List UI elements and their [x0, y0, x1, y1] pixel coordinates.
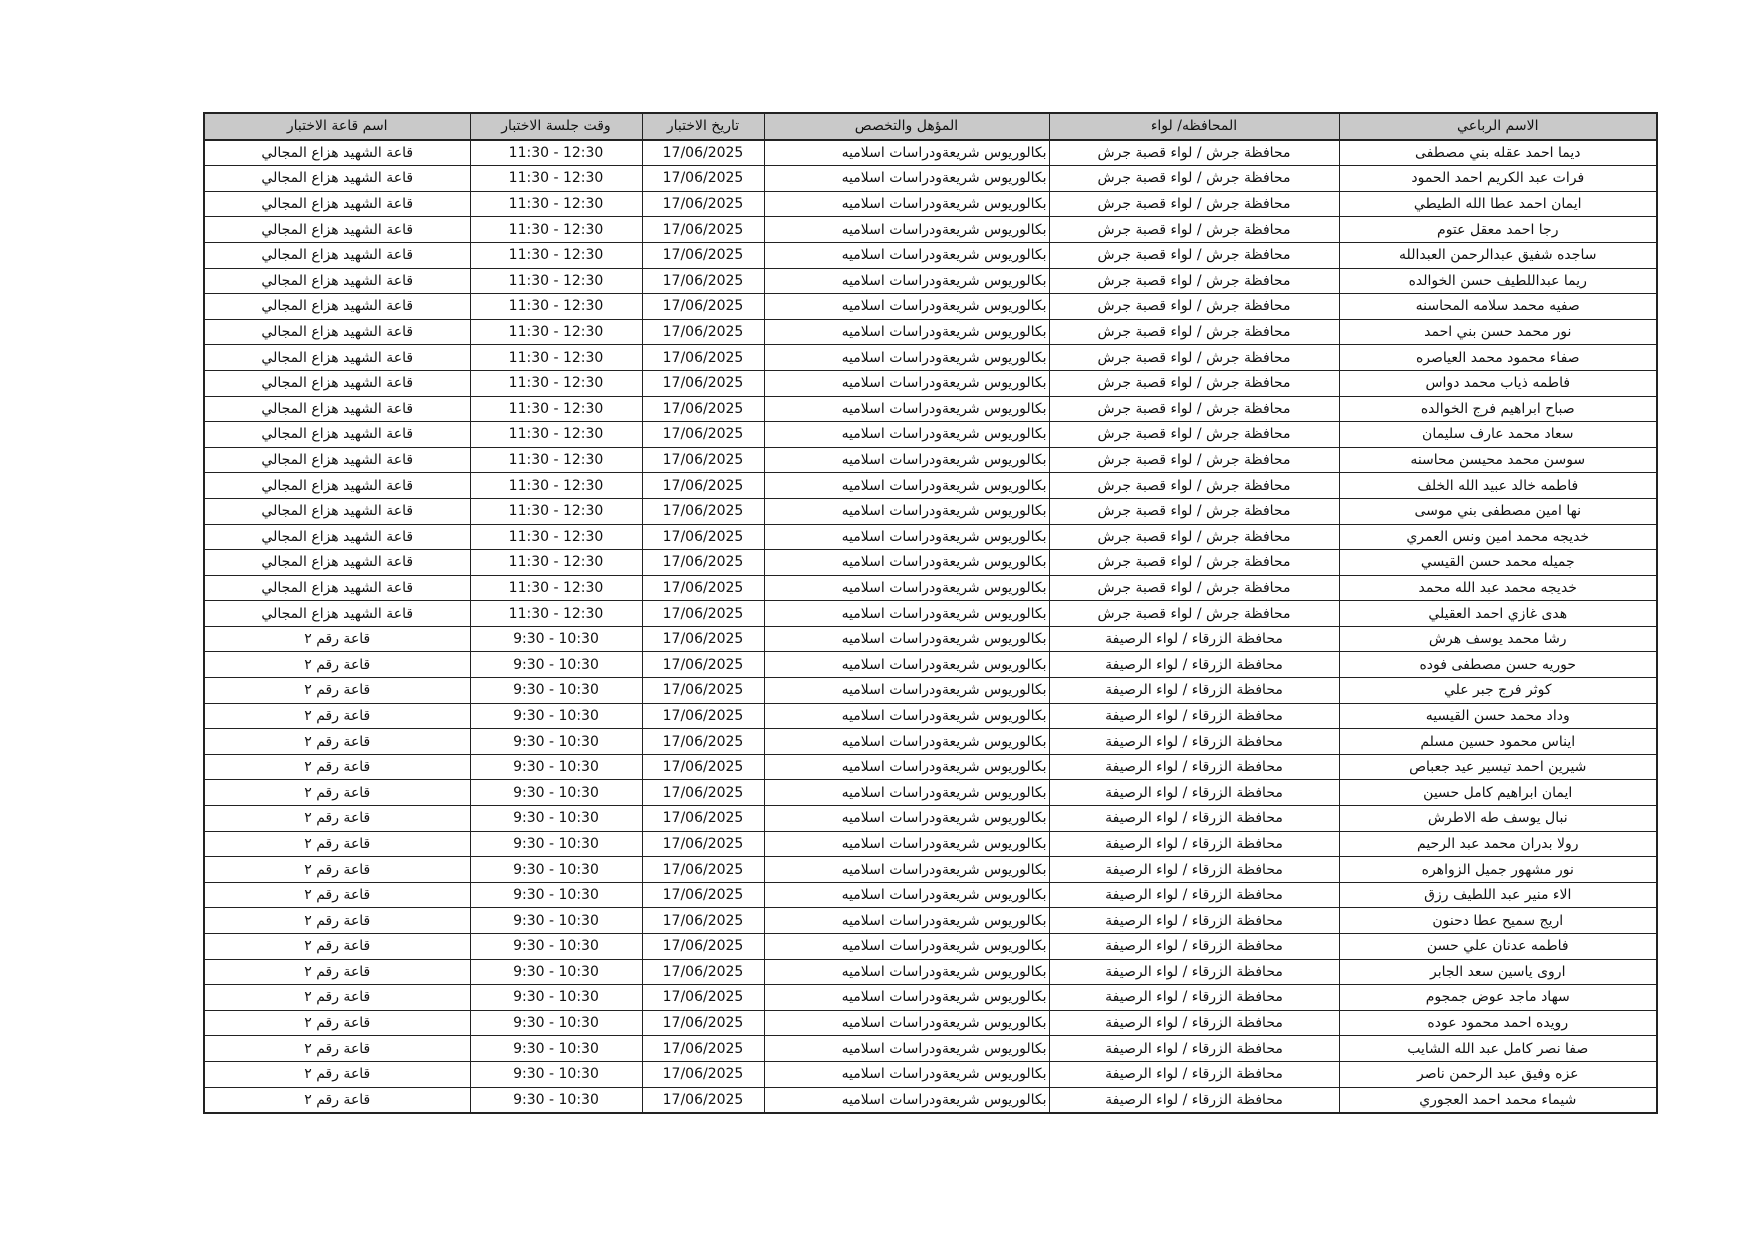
cell-governorate: محافظة جرش / لواء قصبة جرش [1049, 396, 1339, 422]
cell-qualification: بكالوريوس شريعةودراسات اسلاميه [764, 575, 1049, 601]
cell-date: 17/06/2025 [642, 191, 764, 217]
cell-qualification: بكالوريوس شريعةودراسات اسلاميه [764, 882, 1049, 908]
cell-hall: قاعة رقم ٢ [204, 908, 470, 934]
table-row [204, 882, 1657, 908]
cell-hall: قاعة الشهيد هزاع المجالي [204, 319, 470, 345]
cell-name: فرات عبد الكريم احمد الحمود [1339, 166, 1657, 192]
cell-name: رجا احمد معقل عتوم [1339, 217, 1657, 243]
cell-qualification: بكالوريوس شريعةودراسات اسلاميه [764, 985, 1049, 1011]
cell-date: 17/06/2025 [642, 217, 764, 243]
table-row [204, 422, 1657, 448]
cell-date: 17/06/2025 [642, 473, 764, 499]
cell-qualification: بكالوريوس شريعةودراسات اسلاميه [764, 806, 1049, 832]
table-row [204, 1087, 1657, 1113]
cell-name: ديما احمد عقله بني مصطفى [1339, 140, 1657, 166]
cell-date: 17/06/2025 [642, 959, 764, 985]
cell-hall: قاعة رقم ٢ [204, 1061, 470, 1087]
cell-name: فاطمه ذياب محمد دواس [1339, 370, 1657, 396]
table-row [204, 268, 1657, 294]
cell-governorate: محافظة الزرقاء / لواء الرصيفة [1049, 959, 1339, 985]
cell-governorate: محافظة جرش / لواء قصبة جرش [1049, 447, 1339, 473]
cell-qualification: بكالوريوس شريعةودراسات اسلاميه [764, 831, 1049, 857]
cell-time: 11:30 - 12:30 [470, 217, 642, 243]
cell-name: شيماء محمد احمد العجوري [1339, 1087, 1657, 1113]
cell-governorate: محافظة الزرقاء / لواء الرصيفة [1049, 857, 1339, 883]
cell-name: نها امين مصطفى بني موسى [1339, 498, 1657, 524]
cell-date: 17/06/2025 [642, 601, 764, 627]
cell-name: اروى ياسين سعد الجابر [1339, 959, 1657, 985]
cell-name: ايمان احمد عطا الله الطيطي [1339, 191, 1657, 217]
cell-name: كوثر فرج جبر علي [1339, 678, 1657, 704]
cell-governorate: محافظة جرش / لواء قصبة جرش [1049, 575, 1339, 601]
cell-qualification: بكالوريوس شريعةودراسات اسلاميه [764, 908, 1049, 934]
cell-date: 17/06/2025 [642, 1087, 764, 1113]
header-time: وقت جلسة الاختبار [470, 113, 642, 140]
cell-hall: قاعة الشهيد هزاع المجالي [204, 601, 470, 627]
table-row [204, 985, 1657, 1011]
cell-hall: قاعة رقم ٢ [204, 754, 470, 780]
cell-qualification: بكالوريوس شريعةودراسات اسلاميه [764, 140, 1049, 166]
cell-name: خديجه محمد امين ونس العمري [1339, 524, 1657, 550]
cell-time: 9:30 - 10:30 [470, 985, 642, 1011]
cell-governorate: محافظة جرش / لواء قصبة جرش [1049, 473, 1339, 499]
cell-name: وداد محمد حسن القيسيه [1339, 703, 1657, 729]
cell-governorate: محافظة الزرقاء / لواء الرصيفة [1049, 1087, 1339, 1113]
cell-hall: قاعة الشهيد هزاع المجالي [204, 575, 470, 601]
cell-hall: قاعة رقم ٢ [204, 831, 470, 857]
cell-date: 17/06/2025 [642, 831, 764, 857]
cell-governorate: محافظة الزرقاء / لواء الرصيفة [1049, 729, 1339, 755]
header-name: الاسم الرباعي [1339, 113, 1657, 140]
cell-governorate: محافظة الزرقاء / لواء الرصيفة [1049, 1010, 1339, 1036]
cell-qualification: بكالوريوس شريعةودراسات اسلاميه [764, 1036, 1049, 1062]
cell-date: 17/06/2025 [642, 575, 764, 601]
table-row [204, 1010, 1657, 1036]
cell-date: 17/06/2025 [642, 1061, 764, 1087]
cell-name: خديجه محمد عبد الله محمد [1339, 575, 1657, 601]
cell-qualification: بكالوريوس شريعةودراسات اسلاميه [764, 601, 1049, 627]
cell-date: 17/06/2025 [642, 319, 764, 345]
cell-date: 17/06/2025 [642, 652, 764, 678]
cell-name: نبال يوسف طه الاطرش [1339, 806, 1657, 832]
table-row [204, 959, 1657, 985]
cell-name: الاء منير عبد اللطيف رزق [1339, 882, 1657, 908]
cell-time: 11:30 - 12:30 [470, 396, 642, 422]
cell-qualification: بكالوريوس شريعةودراسات اسلاميه [764, 447, 1049, 473]
table-row [204, 857, 1657, 883]
cell-governorate: محافظة جرش / لواء قصبة جرش [1049, 422, 1339, 448]
cell-time: 9:30 - 10:30 [470, 754, 642, 780]
cell-qualification: بكالوريوس شريعةودراسات اسلاميه [764, 1061, 1049, 1087]
cell-name: رولا بدران محمد عبد الرحيم [1339, 831, 1657, 857]
cell-hall: قاعة الشهيد هزاع المجالي [204, 294, 470, 320]
cell-governorate: محافظة الزرقاء / لواء الرصيفة [1049, 1061, 1339, 1087]
cell-hall: قاعة رقم ٢ [204, 1087, 470, 1113]
cell-qualification: بكالوريوس شريعةودراسات اسلاميه [764, 345, 1049, 371]
cell-time: 11:30 - 12:30 [470, 370, 642, 396]
cell-qualification: بكالوريوس شريعةودراسات اسلاميه [764, 857, 1049, 883]
cell-name: نور محمد حسن بني احمد [1339, 319, 1657, 345]
table-row [204, 831, 1657, 857]
cell-date: 17/06/2025 [642, 550, 764, 576]
cell-time: 11:30 - 12:30 [470, 268, 642, 294]
cell-hall: قاعة الشهيد هزاع المجالي [204, 524, 470, 550]
table-row [204, 1036, 1657, 1062]
cell-date: 17/06/2025 [642, 140, 764, 166]
cell-date: 17/06/2025 [642, 524, 764, 550]
cell-date: 17/06/2025 [642, 345, 764, 371]
table-row [204, 754, 1657, 780]
cell-date: 17/06/2025 [642, 422, 764, 448]
cell-time: 11:30 - 12:30 [470, 319, 642, 345]
header-qualification: المؤهل والتخصص [764, 113, 1049, 140]
cell-qualification: بكالوريوس شريعةودراسات اسلاميه [764, 422, 1049, 448]
cell-qualification: بكالوريوس شريعةودراسات اسلاميه [764, 626, 1049, 652]
cell-qualification: بكالوريوس شريعةودراسات اسلاميه [764, 217, 1049, 243]
table-row [204, 345, 1657, 371]
cell-hall: قاعة الشهيد هزاع المجالي [204, 498, 470, 524]
table-row [204, 1061, 1657, 1087]
cell-time: 9:30 - 10:30 [470, 1061, 642, 1087]
cell-time: 9:30 - 10:30 [470, 703, 642, 729]
cell-qualification: بكالوريوس شريعةودراسات اسلاميه [764, 319, 1049, 345]
cell-hall: قاعة رقم ٢ [204, 1036, 470, 1062]
cell-date: 17/06/2025 [642, 729, 764, 755]
cell-name: شيرين احمد تيسير عيد جعباص [1339, 754, 1657, 780]
cell-name: ايناس محمود حسين مسلم [1339, 729, 1657, 755]
cell-time: 9:30 - 10:30 [470, 959, 642, 985]
cell-governorate: محافظة الزرقاء / لواء الرصيفة [1049, 882, 1339, 908]
cell-hall: قاعة رقم ٢ [204, 626, 470, 652]
cell-date: 17/06/2025 [642, 294, 764, 320]
cell-name: اريج سميح عطا دحنون [1339, 908, 1657, 934]
cell-name: جميله محمد حسن القيسي [1339, 550, 1657, 576]
cell-qualification: بكالوريوس شريعةودراسات اسلاميه [764, 934, 1049, 960]
cell-date: 17/06/2025 [642, 242, 764, 268]
cell-hall: قاعة رقم ٢ [204, 857, 470, 883]
cell-date: 17/06/2025 [642, 1010, 764, 1036]
cell-date: 17/06/2025 [642, 498, 764, 524]
cell-time: 11:30 - 12:30 [470, 550, 642, 576]
cell-time: 9:30 - 10:30 [470, 806, 642, 832]
cell-time: 9:30 - 10:30 [470, 857, 642, 883]
cell-name: صفاء محمود محمد العياصره [1339, 345, 1657, 371]
cell-hall: قاعة الشهيد هزاع المجالي [204, 550, 470, 576]
cell-date: 17/06/2025 [642, 1036, 764, 1062]
cell-date: 17/06/2025 [642, 370, 764, 396]
cell-name: فاطمه خالد عبيد الله الخلف [1339, 473, 1657, 499]
cell-time: 9:30 - 10:30 [470, 1010, 642, 1036]
cell-governorate: محافظة جرش / لواء قصبة جرش [1049, 217, 1339, 243]
cell-qualification: بكالوريوس شريعةودراسات اسلاميه [764, 550, 1049, 576]
cell-time: 9:30 - 10:30 [470, 882, 642, 908]
table-row [204, 652, 1657, 678]
table-row [204, 319, 1657, 345]
cell-time: 11:30 - 12:30 [470, 166, 642, 192]
cell-governorate: محافظة الزرقاء / لواء الرصيفة [1049, 652, 1339, 678]
cell-hall: قاعة رقم ٢ [204, 806, 470, 832]
table-row [204, 166, 1657, 192]
cell-name: هدى غازي احمد العقيلي [1339, 601, 1657, 627]
cell-name: سعاد محمد عارف سليمان [1339, 422, 1657, 448]
cell-governorate: محافظة جرش / لواء قصبة جرش [1049, 601, 1339, 627]
cell-hall: قاعة رقم ٢ [204, 934, 470, 960]
cell-time: 11:30 - 12:30 [470, 294, 642, 320]
table-row [204, 601, 1657, 627]
cell-governorate: محافظة الزرقاء / لواء الرصيفة [1049, 1036, 1339, 1062]
cell-qualification: بكالوريوس شريعةودراسات اسلاميه [764, 1087, 1049, 1113]
cell-hall: قاعة رقم ٢ [204, 1010, 470, 1036]
cell-governorate: محافظة جرش / لواء قصبة جرش [1049, 345, 1339, 371]
cell-time: 11:30 - 12:30 [470, 140, 642, 166]
cell-qualification: بكالوريوس شريعةودراسات اسلاميه [764, 370, 1049, 396]
cell-governorate: محافظة جرش / لواء قصبة جرش [1049, 166, 1339, 192]
cell-hall: قاعة الشهيد هزاع المجالي [204, 447, 470, 473]
cell-qualification: بكالوريوس شريعةودراسات اسلاميه [764, 473, 1049, 499]
cell-name: ساجده شفيق عبدالرحمن العبدالله [1339, 242, 1657, 268]
cell-date: 17/06/2025 [642, 626, 764, 652]
table-header [204, 113, 1657, 140]
cell-time: 11:30 - 12:30 [470, 524, 642, 550]
cell-hall: قاعة الشهيد هزاع المجالي [204, 345, 470, 371]
cell-time: 9:30 - 10:30 [470, 1036, 642, 1062]
header-hall: اسم قاعة الاختبار [204, 113, 470, 140]
cell-date: 17/06/2025 [642, 806, 764, 832]
cell-governorate: محافظة الزرقاء / لواء الرصيفة [1049, 626, 1339, 652]
cell-governorate: محافظة جرش / لواء قصبة جرش [1049, 191, 1339, 217]
table-row [204, 498, 1657, 524]
cell-date: 17/06/2025 [642, 908, 764, 934]
table-row [204, 934, 1657, 960]
cell-qualification: بكالوريوس شريعةودراسات اسلاميه [764, 754, 1049, 780]
cell-governorate: محافظة جرش / لواء قصبة جرش [1049, 319, 1339, 345]
cell-date: 17/06/2025 [642, 934, 764, 960]
cell-time: 11:30 - 12:30 [470, 447, 642, 473]
table-row [204, 550, 1657, 576]
cell-qualification: بكالوريوس شريعةودراسات اسلاميه [764, 166, 1049, 192]
cell-name: رويده احمد محمود عوده [1339, 1010, 1657, 1036]
cell-qualification: بكالوريوس شريعةودراسات اسلاميه [764, 780, 1049, 806]
cell-time: 9:30 - 10:30 [470, 780, 642, 806]
cell-name: رشا محمد يوسف هرش [1339, 626, 1657, 652]
cell-time: 9:30 - 10:30 [470, 729, 642, 755]
cell-hall: قاعة رقم ٢ [204, 780, 470, 806]
cell-governorate: محافظة الزرقاء / لواء الرصيفة [1049, 831, 1339, 857]
cell-hall: قاعة رقم ٢ [204, 652, 470, 678]
cell-qualification: بكالوريوس شريعةودراسات اسلاميه [764, 959, 1049, 985]
cell-governorate: محافظة الزرقاء / لواء الرصيفة [1049, 780, 1339, 806]
cell-name: صباح ابراهيم فرج الخوالده [1339, 396, 1657, 422]
cell-time: 11:30 - 12:30 [470, 601, 642, 627]
cell-hall: قاعة رقم ٢ [204, 703, 470, 729]
cell-date: 17/06/2025 [642, 985, 764, 1011]
table-body [204, 140, 1657, 1114]
cell-governorate: محافظة جرش / لواء قصبة جرش [1049, 550, 1339, 576]
table-row [204, 780, 1657, 806]
cell-time: 11:30 - 12:30 [470, 191, 642, 217]
cell-governorate: محافظة جرش / لواء قصبة جرش [1049, 498, 1339, 524]
cell-hall: قاعة الشهيد هزاع المجالي [204, 396, 470, 422]
cell-hall: قاعة رقم ٢ [204, 882, 470, 908]
table-row [204, 217, 1657, 243]
cell-name: سوسن محمد محيسن محاسنه [1339, 447, 1657, 473]
cell-name: سهاد ماجد عوض جمجوم [1339, 985, 1657, 1011]
cell-time: 11:30 - 12:30 [470, 473, 642, 499]
table-row [204, 703, 1657, 729]
cell-time: 9:30 - 10:30 [470, 934, 642, 960]
cell-name: حوريه حسن مصطفى فوده [1339, 652, 1657, 678]
cell-date: 17/06/2025 [642, 780, 764, 806]
cell-name: صفا نصر كامل عبد الله الشايب [1339, 1036, 1657, 1062]
cell-governorate: محافظة الزرقاء / لواء الرصيفة [1049, 703, 1339, 729]
table-row [204, 370, 1657, 396]
cell-qualification: بكالوريوس شريعةودراسات اسلاميه [764, 191, 1049, 217]
cell-name: صفيه محمد سلامه المحاسنه [1339, 294, 1657, 320]
table-row [204, 140, 1657, 166]
cell-qualification: بكالوريوس شريعةودراسات اسلاميه [764, 294, 1049, 320]
table-row [204, 294, 1657, 320]
exam-schedule-table [203, 112, 1658, 1114]
cell-date: 17/06/2025 [642, 882, 764, 908]
cell-qualification: بكالوريوس شريعةودراسات اسلاميه [764, 652, 1049, 678]
cell-name: ايمان ابراهيم كامل حسين [1339, 780, 1657, 806]
cell-qualification: بكالوريوس شريعةودراسات اسلاميه [764, 524, 1049, 550]
cell-qualification: بكالوريوس شريعةودراسات اسلاميه [764, 242, 1049, 268]
cell-hall: قاعة الشهيد هزاع المجالي [204, 422, 470, 448]
cell-date: 17/06/2025 [642, 678, 764, 704]
cell-time: 9:30 - 10:30 [470, 831, 642, 857]
cell-governorate: محافظة الزرقاء / لواء الرصيفة [1049, 806, 1339, 832]
cell-governorate: محافظة الزرقاء / لواء الرصيفة [1049, 908, 1339, 934]
cell-name: فاطمه عدنان علي حسن [1339, 934, 1657, 960]
cell-qualification: بكالوريوس شريعةودراسات اسلاميه [764, 678, 1049, 704]
cell-time: 9:30 - 10:30 [470, 908, 642, 934]
cell-hall: قاعة رقم ٢ [204, 959, 470, 985]
cell-hall: قاعة الشهيد هزاع المجالي [204, 166, 470, 192]
table-row [204, 447, 1657, 473]
table-row [204, 908, 1657, 934]
cell-date: 17/06/2025 [642, 447, 764, 473]
table-row [204, 575, 1657, 601]
cell-date: 17/06/2025 [642, 703, 764, 729]
cell-governorate: محافظة جرش / لواء قصبة جرش [1049, 370, 1339, 396]
cell-qualification: بكالوريوس شريعةودراسات اسلاميه [764, 729, 1049, 755]
table-row [204, 806, 1657, 832]
cell-hall: قاعة الشهيد هزاع المجالي [204, 217, 470, 243]
cell-hall: قاعة الشهيد هزاع المجالي [204, 191, 470, 217]
cell-qualification: بكالوريوس شريعةودراسات اسلاميه [764, 1010, 1049, 1036]
cell-time: 11:30 - 12:30 [470, 422, 642, 448]
cell-hall: قاعة الشهيد هزاع المجالي [204, 140, 470, 166]
cell-qualification: بكالوريوس شريعةودراسات اسلاميه [764, 498, 1049, 524]
cell-hall: قاعة الشهيد هزاع المجالي [204, 370, 470, 396]
cell-time: 9:30 - 10:30 [470, 678, 642, 704]
table-row [204, 242, 1657, 268]
cell-time: 9:30 - 10:30 [470, 652, 642, 678]
cell-name: عزه وفيق عبد الرحمن ناصر [1339, 1061, 1657, 1087]
cell-governorate: محافظة جرش / لواء قصبة جرش [1049, 524, 1339, 550]
cell-time: 9:30 - 10:30 [470, 1087, 642, 1113]
cell-hall: قاعة الشهيد هزاع المجالي [204, 473, 470, 499]
cell-governorate: محافظة جرش / لواء قصبة جرش [1049, 294, 1339, 320]
header-row [204, 113, 1657, 140]
header-governorate: المحافظه/ لواء [1049, 113, 1339, 140]
cell-date: 17/06/2025 [642, 754, 764, 780]
cell-qualification: بكالوريوس شريعةودراسات اسلاميه [764, 396, 1049, 422]
table-row [204, 396, 1657, 422]
cell-name: ريما عبداللطيف حسن الخوالده [1339, 268, 1657, 294]
table-row [204, 729, 1657, 755]
cell-governorate: محافظة جرش / لواء قصبة جرش [1049, 242, 1339, 268]
cell-hall: قاعة رقم ٢ [204, 678, 470, 704]
table-row [204, 678, 1657, 704]
cell-date: 17/06/2025 [642, 268, 764, 294]
cell-governorate: محافظة الزرقاء / لواء الرصيفة [1049, 754, 1339, 780]
cell-time: 11:30 - 12:30 [470, 345, 642, 371]
cell-hall: قاعة رقم ٢ [204, 729, 470, 755]
cell-date: 17/06/2025 [642, 857, 764, 883]
cell-qualification: بكالوريوس شريعةودراسات اسلاميه [764, 268, 1049, 294]
cell-qualification: بكالوريوس شريعةودراسات اسلاميه [764, 703, 1049, 729]
table-row [204, 524, 1657, 550]
cell-hall: قاعة الشهيد هزاع المجالي [204, 268, 470, 294]
header-date: تاريخ الاختبار [642, 113, 764, 140]
cell-hall: قاعة رقم ٢ [204, 985, 470, 1011]
cell-time: 11:30 - 12:30 [470, 498, 642, 524]
table-row [204, 191, 1657, 217]
cell-governorate: محافظة جرش / لواء قصبة جرش [1049, 268, 1339, 294]
cell-time: 11:30 - 12:30 [470, 242, 642, 268]
cell-time: 9:30 - 10:30 [470, 626, 642, 652]
cell-governorate: محافظة جرش / لواء قصبة جرش [1049, 140, 1339, 166]
cell-governorate: محافظة الزرقاء / لواء الرصيفة [1049, 934, 1339, 960]
cell-name: نور مشهور جميل الزواهره [1339, 857, 1657, 883]
table-row [204, 626, 1657, 652]
cell-hall: قاعة الشهيد هزاع المجالي [204, 242, 470, 268]
table-row [204, 473, 1657, 499]
cell-time: 11:30 - 12:30 [470, 575, 642, 601]
cell-date: 17/06/2025 [642, 396, 764, 422]
cell-governorate: محافظة الزرقاء / لواء الرصيفة [1049, 678, 1339, 704]
cell-governorate: محافظة الزرقاء / لواء الرصيفة [1049, 985, 1339, 1011]
cell-date: 17/06/2025 [642, 166, 764, 192]
